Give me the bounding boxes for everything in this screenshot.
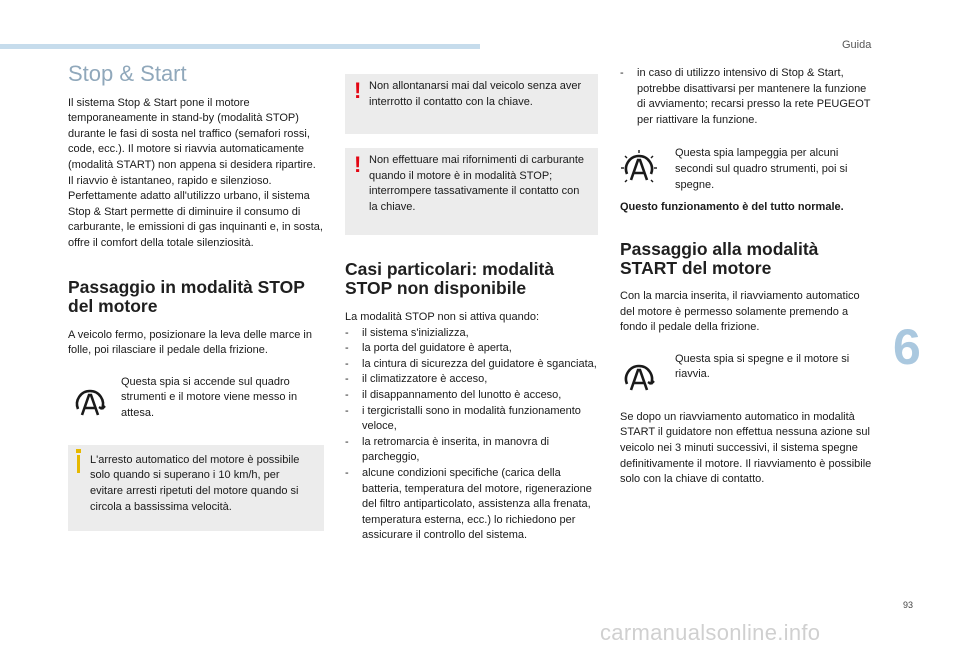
- list-item: - il disappannamento del lunotto è acceso,: [345, 388, 598, 404]
- column-2: [345, 74, 598, 544]
- warning-box-1: [345, 74, 598, 134]
- final-paragraph: Se dopo un riavviamento automatico in modalità START il guidatore non effettua nessuna azione sul veicolo nei 3 minuti successivi, il sistema spegne definitivamente il motore. Il riavviamento è possibile solo con la chiave di contatto.: [620, 410, 872, 486]
- column-1: [68, 61, 324, 531]
- flash-indicator-text: Questa spia lampeggia per alcuni secondi sul quadro strumenti, poi si spegne.: [675, 147, 848, 191]
- warning-text-2: Non effettuare mai rifornimenti di carburante quando il motore è in modalità STOP; interrompere tassativamente il contatto con la chiave.: [369, 154, 585, 213]
- list-item: - il sistema s'inizializza,: [345, 326, 598, 342]
- warning-text-1: Non allontanarsi mai dal veicolo senza aver interrotto il contatto con la chiave.: [369, 80, 582, 108]
- column-3: [620, 66, 872, 488]
- list-item: - i tergicristalli sono in modalità funzionamento veloce,: [345, 404, 598, 435]
- list-item: - il climatizzatore è acceso,: [345, 372, 598, 388]
- info-box-text: L'arresto automatico del motore è possibile solo quando si superano i 10 km/h, per evitare arresti ripetuti del motore quando si circola a bassissima velocità.: [90, 453, 300, 513]
- stop-mode-body: A veicolo fermo, posizionare la leva delle marce in folle, poi rilasciare il pedale della frizione.: [68, 328, 312, 357]
- list-item: - la retromarcia è inserita, in manovra di parcheggio,: [345, 435, 598, 466]
- auto-stop-a-icon: [72, 385, 108, 421]
- auto-stop-flashing-icon: [621, 150, 657, 186]
- section-label: Guida: [842, 39, 872, 51]
- start-mode-heading: Passaggio alla modalità START del motore: [620, 238, 819, 278]
- intro-paragraph: Il sistema Stop & Start pone il motore temporaneamente in stand-by (modalità STOP) durante le fasi di sosta nel traffico (semafori rossi, code, ecc.). Il motore si riavvia automaticamente (modalità START) non appena si desidera ripartire. Il riavvio è istantaneo, rapido e silenzioso. Perfettamente adatto all'utilizzo urbano, il sistema Stop & Start permette di diminuire il consumo di carburante, le emissioni di gas inquinanti e, in sosta, offre il comfort della totale silenziosità.: [68, 96, 323, 249]
- warning-icon: !: [354, 152, 362, 177]
- start-mode-body: Con la marcia inserita, il riavviamento automatico del motore è permesso solamente premendo a fondo il pedale della frizione.: [620, 289, 860, 334]
- stop-unavailable-heading: Casi particolari: modalità STOP non disponibile: [345, 259, 555, 298]
- header-bar: [0, 44, 480, 49]
- watermark: carmanualsonline.info: [600, 620, 821, 645]
- list-item: - alcune condizioni specifiche (carica della batteria, temperatura del motore, rigenerazione del filtro antiparticolato, assistenza alla frenata, temperatura esterna, ecc.) lo richiedono per assicurare il controllo del sistema.: [345, 466, 598, 544]
- stop-indicator-row: [68, 375, 324, 423]
- stop-unavailable-list-continued: [620, 66, 872, 128]
- stop-unavailable-list: [345, 326, 598, 544]
- flash-indicator-row: [620, 146, 872, 194]
- page-number: 93: [903, 600, 914, 610]
- warning-icon: !: [354, 78, 362, 103]
- start-indicator-row: [620, 352, 872, 396]
- normal-operation-note: Questo funzionamento è del tutto normale.: [620, 201, 844, 214]
- info-box: [68, 445, 324, 531]
- info-icon: [76, 449, 81, 453]
- stop-unavailable-intro: La modalità STOP non si attiva quando:: [345, 311, 540, 323]
- start-indicator-text: Questa spia si spegne e il motore si riavvia.: [675, 352, 850, 381]
- list-item: - la cintura di sicurezza del guidatore è sganciata,: [345, 357, 598, 373]
- stop-mode-heading: Passaggio in modalità STOP del motore: [68, 276, 305, 316]
- warning-box-2: [345, 148, 598, 235]
- stop-indicator-text: Questa spia si accende sul quadro strumenti e il motore viene messo in attesa.: [121, 375, 298, 419]
- list-item: - in caso di utilizzo intensivo di Stop & Start, potrebbe disattivarsi per mantenere la funzione di avviamento; recarsi presso la rete PEUGEOT per riattivare la funzione.: [620, 66, 872, 128]
- list-item: - la porta del guidatore è aperta,: [345, 341, 598, 357]
- auto-start-a-icon: [621, 360, 657, 396]
- chapter-number: 6: [893, 319, 921, 375]
- page-title: Stop & Start: [68, 61, 187, 86]
